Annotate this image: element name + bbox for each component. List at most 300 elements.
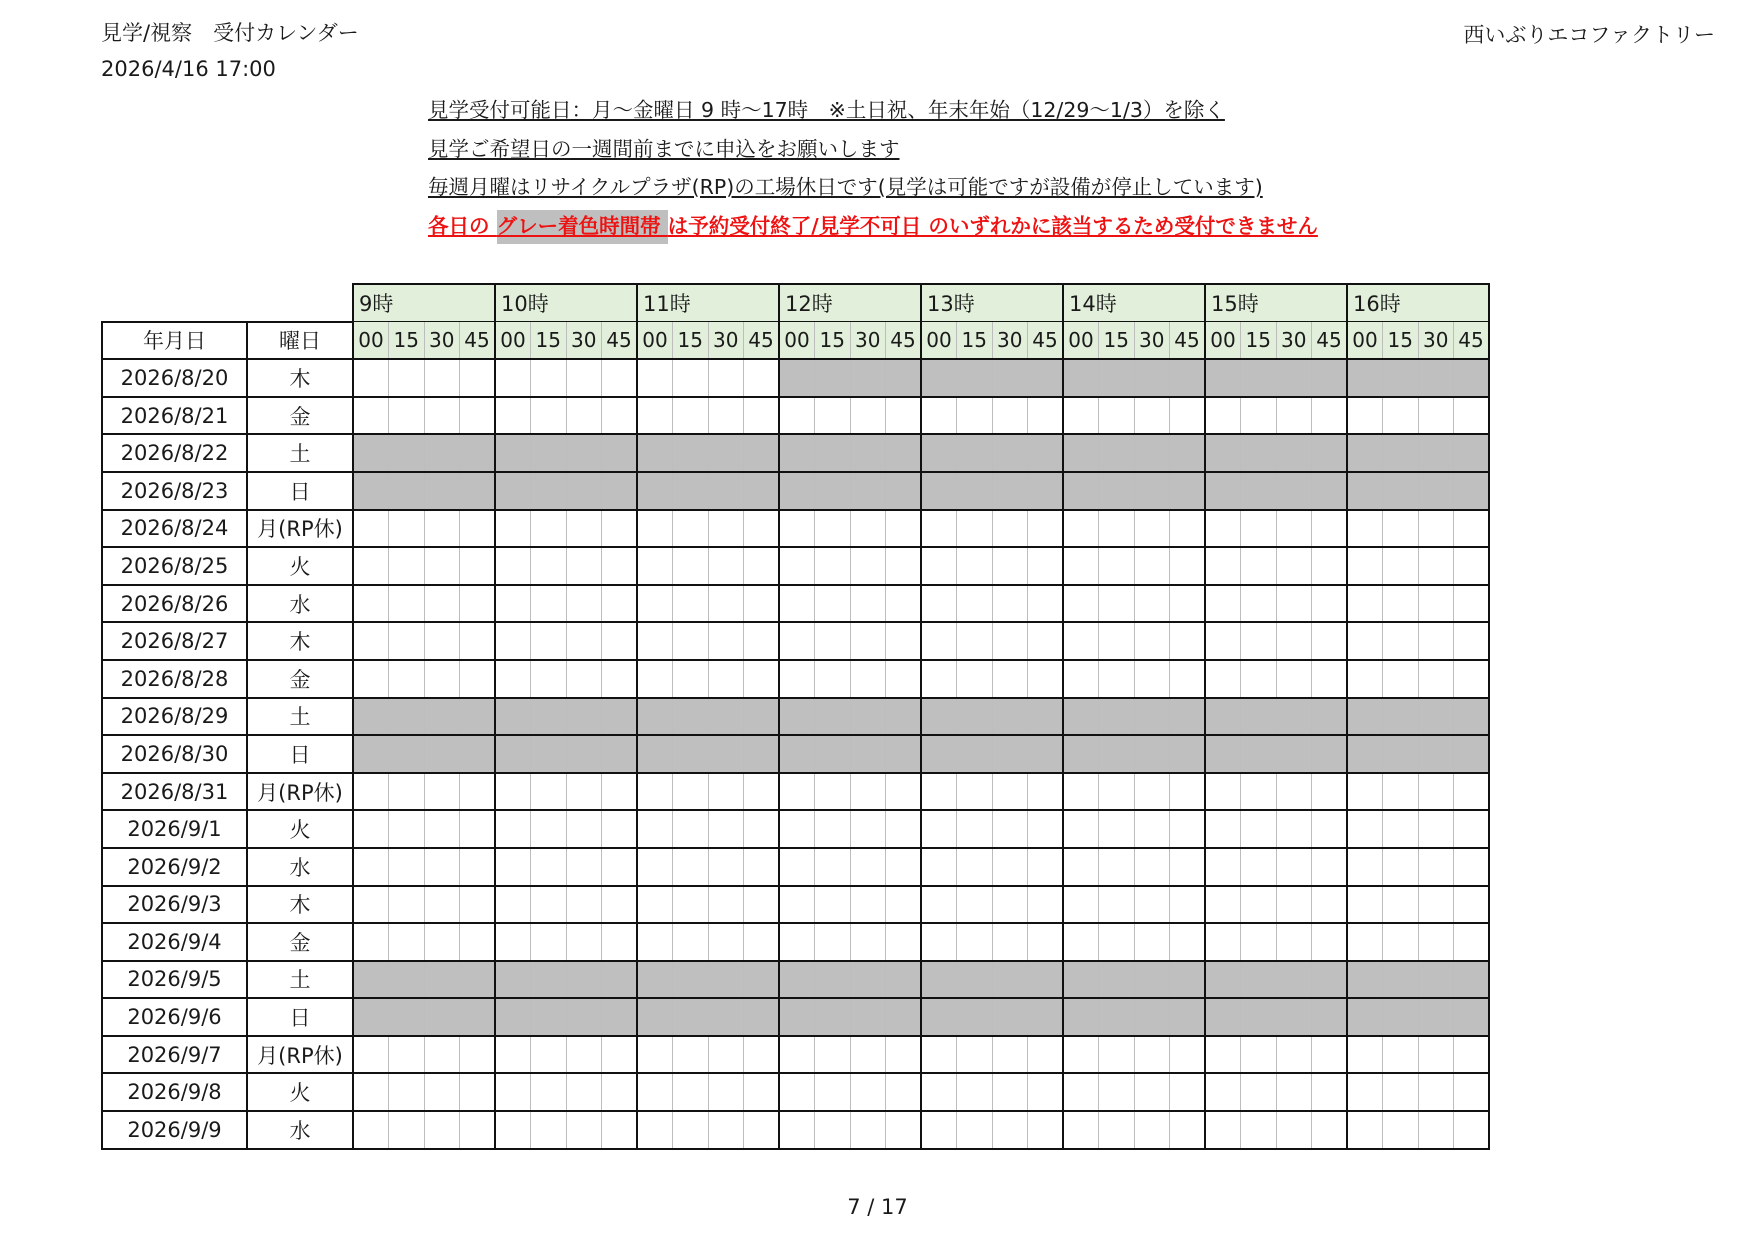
time-slot-available[interactable]: [1170, 886, 1206, 924]
time-slot-available[interactable]: [744, 1073, 780, 1111]
time-slot-available[interactable]: [921, 622, 957, 660]
time-slot-available[interactable]: [566, 848, 602, 886]
time-slot-available[interactable]: [1134, 848, 1170, 886]
time-slot-available[interactable]: [531, 397, 567, 435]
time-slot-available[interactable]: [673, 1073, 709, 1111]
time-slot-available[interactable]: [1028, 547, 1064, 585]
time-slot-available[interactable]: [1028, 1073, 1064, 1111]
time-slot-available[interactable]: [779, 773, 815, 811]
time-slot-available[interactable]: [744, 886, 780, 924]
time-slot-available[interactable]: [744, 810, 780, 848]
time-slot-available[interactable]: [1063, 848, 1099, 886]
time-slot-available[interactable]: [637, 510, 673, 548]
time-slot-available[interactable]: [566, 886, 602, 924]
time-slot-available[interactable]: [531, 510, 567, 548]
time-slot-available[interactable]: [460, 810, 496, 848]
time-slot-available[interactable]: [815, 547, 851, 585]
time-slot-available[interactable]: [1170, 622, 1206, 660]
time-slot-available[interactable]: [1134, 886, 1170, 924]
time-slot-available[interactable]: [1099, 397, 1135, 435]
time-slot-available[interactable]: [1418, 660, 1454, 698]
time-slot-available[interactable]: [424, 547, 460, 585]
time-slot-available[interactable]: [992, 1036, 1028, 1074]
time-slot-available[interactable]: [1312, 1073, 1348, 1111]
time-slot-available[interactable]: [602, 622, 638, 660]
time-slot-available[interactable]: [1099, 886, 1135, 924]
time-slot-available[interactable]: [850, 810, 886, 848]
time-slot-available[interactable]: [1383, 1111, 1419, 1149]
time-slot-available[interactable]: [815, 923, 851, 961]
time-slot-available[interactable]: [1276, 848, 1312, 886]
time-slot-available[interactable]: [1312, 622, 1348, 660]
time-slot-available[interactable]: [744, 848, 780, 886]
time-slot-available[interactable]: [1205, 923, 1241, 961]
time-slot-available[interactable]: [1312, 397, 1348, 435]
time-slot-available[interactable]: [389, 773, 425, 811]
time-slot-available[interactable]: [1170, 1111, 1206, 1149]
time-slot-available[interactable]: [1454, 923, 1490, 961]
time-slot-available[interactable]: [424, 585, 460, 623]
time-slot-available[interactable]: [957, 397, 993, 435]
time-slot-available[interactable]: [460, 585, 496, 623]
time-slot-available[interactable]: [850, 848, 886, 886]
time-slot-available[interactable]: [353, 1073, 389, 1111]
time-slot-available[interactable]: [1134, 923, 1170, 961]
time-slot-available[interactable]: [1276, 886, 1312, 924]
time-slot-available[interactable]: [1418, 510, 1454, 548]
time-slot-available[interactable]: [1347, 773, 1383, 811]
time-slot-available[interactable]: [744, 510, 780, 548]
time-slot-available[interactable]: [1134, 773, 1170, 811]
time-slot-available[interactable]: [1347, 660, 1383, 698]
time-slot-available[interactable]: [1418, 397, 1454, 435]
time-slot-available[interactable]: [921, 1111, 957, 1149]
time-slot-available[interactable]: [779, 397, 815, 435]
time-slot-available[interactable]: [637, 622, 673, 660]
time-slot-available[interactable]: [850, 622, 886, 660]
time-slot-available[interactable]: [673, 773, 709, 811]
time-slot-available[interactable]: [850, 585, 886, 623]
time-slot-available[interactable]: [886, 810, 922, 848]
time-slot-available[interactable]: [1028, 622, 1064, 660]
time-slot-available[interactable]: [1347, 886, 1383, 924]
time-slot-available[interactable]: [1276, 622, 1312, 660]
time-slot-available[interactable]: [815, 660, 851, 698]
time-slot-available[interactable]: [1276, 397, 1312, 435]
time-slot-available[interactable]: [602, 1036, 638, 1074]
time-slot-available[interactable]: [921, 923, 957, 961]
time-slot-available[interactable]: [1383, 923, 1419, 961]
time-slot-available[interactable]: [1205, 660, 1241, 698]
time-slot-available[interactable]: [424, 359, 460, 397]
time-slot-available[interactable]: [353, 1111, 389, 1149]
time-slot-available[interactable]: [992, 397, 1028, 435]
time-slot-available[interactable]: [1454, 660, 1490, 698]
time-slot-available[interactable]: [815, 810, 851, 848]
time-slot-available[interactable]: [1241, 848, 1277, 886]
time-slot-available[interactable]: [1170, 510, 1206, 548]
time-slot-available[interactable]: [1028, 1036, 1064, 1074]
time-slot-available[interactable]: [531, 585, 567, 623]
time-slot-available[interactable]: [566, 622, 602, 660]
time-slot-available[interactable]: [886, 1036, 922, 1074]
time-slot-available[interactable]: [1347, 510, 1383, 548]
time-slot-available[interactable]: [744, 622, 780, 660]
time-slot-available[interactable]: [637, 660, 673, 698]
time-slot-available[interactable]: [389, 660, 425, 698]
time-slot-available[interactable]: [708, 547, 744, 585]
time-slot-available[interactable]: [1241, 1111, 1277, 1149]
time-slot-available[interactable]: [850, 923, 886, 961]
time-slot-available[interactable]: [1063, 773, 1099, 811]
time-slot-available[interactable]: [1347, 622, 1383, 660]
time-slot-available[interactable]: [637, 810, 673, 848]
time-slot-available[interactable]: [1454, 585, 1490, 623]
time-slot-available[interactable]: [1028, 923, 1064, 961]
time-slot-available[interactable]: [1241, 1036, 1277, 1074]
time-slot-available[interactable]: [637, 1036, 673, 1074]
time-slot-available[interactable]: [992, 510, 1028, 548]
time-slot-available[interactable]: [850, 1111, 886, 1149]
time-slot-available[interactable]: [602, 510, 638, 548]
time-slot-available[interactable]: [1418, 622, 1454, 660]
time-slot-available[interactable]: [1383, 547, 1419, 585]
time-slot-available[interactable]: [779, 660, 815, 698]
time-slot-available[interactable]: [566, 773, 602, 811]
time-slot-available[interactable]: [495, 1111, 531, 1149]
time-slot-available[interactable]: [531, 1073, 567, 1111]
time-slot-available[interactable]: [424, 1073, 460, 1111]
time-slot-available[interactable]: [779, 848, 815, 886]
time-slot-available[interactable]: [495, 397, 531, 435]
time-slot-available[interactable]: [1241, 510, 1277, 548]
time-slot-available[interactable]: [708, 810, 744, 848]
time-slot-available[interactable]: [460, 923, 496, 961]
time-slot-available[interactable]: [779, 886, 815, 924]
time-slot-available[interactable]: [1099, 660, 1135, 698]
time-slot-available[interactable]: [744, 660, 780, 698]
time-slot-available[interactable]: [992, 660, 1028, 698]
time-slot-available[interactable]: [495, 660, 531, 698]
time-slot-available[interactable]: [886, 848, 922, 886]
time-slot-available[interactable]: [1454, 397, 1490, 435]
time-slot-available[interactable]: [353, 848, 389, 886]
time-slot-available[interactable]: [1205, 886, 1241, 924]
time-slot-available[interactable]: [1099, 1073, 1135, 1111]
time-slot-available[interactable]: [602, 547, 638, 585]
time-slot-available[interactable]: [1241, 660, 1277, 698]
time-slot-available[interactable]: [744, 773, 780, 811]
time-slot-available[interactable]: [1063, 1111, 1099, 1149]
time-slot-available[interactable]: [566, 810, 602, 848]
time-slot-available[interactable]: [850, 660, 886, 698]
time-slot-available[interactable]: [602, 585, 638, 623]
time-slot-available[interactable]: [992, 773, 1028, 811]
time-slot-available[interactable]: [1454, 510, 1490, 548]
time-slot-available[interactable]: [389, 1073, 425, 1111]
time-slot-available[interactable]: [1383, 397, 1419, 435]
time-slot-available[interactable]: [602, 848, 638, 886]
time-slot-available[interactable]: [1454, 886, 1490, 924]
time-slot-available[interactable]: [353, 886, 389, 924]
time-slot-available[interactable]: [886, 1111, 922, 1149]
time-slot-available[interactable]: [1418, 585, 1454, 623]
time-slot-available[interactable]: [1170, 1073, 1206, 1111]
time-slot-available[interactable]: [1276, 1073, 1312, 1111]
time-slot-available[interactable]: [673, 886, 709, 924]
time-slot-available[interactable]: [637, 923, 673, 961]
time-slot-available[interactable]: [353, 510, 389, 548]
time-slot-available[interactable]: [708, 1073, 744, 1111]
time-slot-available[interactable]: [353, 547, 389, 585]
time-slot-available[interactable]: [637, 848, 673, 886]
time-slot-available[interactable]: [495, 773, 531, 811]
time-slot-available[interactable]: [637, 397, 673, 435]
time-slot-available[interactable]: [1099, 773, 1135, 811]
time-slot-available[interactable]: [1063, 1036, 1099, 1074]
time-slot-available[interactable]: [850, 886, 886, 924]
time-slot-available[interactable]: [921, 773, 957, 811]
time-slot-available[interactable]: [1063, 622, 1099, 660]
time-slot-available[interactable]: [1028, 510, 1064, 548]
time-slot-available[interactable]: [1028, 886, 1064, 924]
time-slot-available[interactable]: [1454, 848, 1490, 886]
time-slot-available[interactable]: [1312, 1036, 1348, 1074]
time-slot-available[interactable]: [921, 660, 957, 698]
time-slot-available[interactable]: [389, 848, 425, 886]
time-slot-available[interactable]: [957, 1073, 993, 1111]
time-slot-available[interactable]: [1205, 1111, 1241, 1149]
time-slot-available[interactable]: [708, 359, 744, 397]
time-slot-available[interactable]: [460, 1073, 496, 1111]
time-slot-available[interactable]: [1063, 510, 1099, 548]
time-slot-available[interactable]: [708, 585, 744, 623]
time-slot-available[interactable]: [531, 1111, 567, 1149]
time-slot-available[interactable]: [992, 547, 1028, 585]
time-slot-available[interactable]: [495, 923, 531, 961]
time-slot-available[interactable]: [1099, 1036, 1135, 1074]
time-slot-available[interactable]: [1170, 773, 1206, 811]
time-slot-available[interactable]: [992, 1111, 1028, 1149]
time-slot-available[interactable]: [389, 359, 425, 397]
time-slot-available[interactable]: [673, 810, 709, 848]
time-slot-available[interactable]: [1383, 848, 1419, 886]
time-slot-available[interactable]: [460, 886, 496, 924]
time-slot-available[interactable]: [673, 1036, 709, 1074]
time-slot-available[interactable]: [1418, 886, 1454, 924]
time-slot-available[interactable]: [1028, 585, 1064, 623]
time-slot-available[interactable]: [673, 660, 709, 698]
time-slot-available[interactable]: [424, 848, 460, 886]
time-slot-available[interactable]: [1099, 585, 1135, 623]
time-slot-available[interactable]: [815, 510, 851, 548]
time-slot-available[interactable]: [495, 547, 531, 585]
time-slot-available[interactable]: [1418, 810, 1454, 848]
time-slot-available[interactable]: [779, 810, 815, 848]
time-slot-available[interactable]: [815, 585, 851, 623]
time-slot-available[interactable]: [389, 510, 425, 548]
time-slot-available[interactable]: [921, 547, 957, 585]
time-slot-available[interactable]: [957, 622, 993, 660]
time-slot-available[interactable]: [1205, 810, 1241, 848]
time-slot-available[interactable]: [815, 397, 851, 435]
time-slot-available[interactable]: [779, 1073, 815, 1111]
time-slot-available[interactable]: [1347, 810, 1383, 848]
time-slot-available[interactable]: [1063, 585, 1099, 623]
time-slot-available[interactable]: [708, 773, 744, 811]
time-slot-available[interactable]: [1205, 397, 1241, 435]
time-slot-available[interactable]: [1347, 1036, 1383, 1074]
time-slot-available[interactable]: [1312, 547, 1348, 585]
time-slot-available[interactable]: [1134, 622, 1170, 660]
time-slot-available[interactable]: [1063, 660, 1099, 698]
time-slot-available[interactable]: [1170, 585, 1206, 623]
time-slot-available[interactable]: [531, 810, 567, 848]
time-slot-available[interactable]: [1134, 585, 1170, 623]
time-slot-available[interactable]: [1241, 923, 1277, 961]
time-slot-available[interactable]: [1276, 1036, 1312, 1074]
time-slot-available[interactable]: [992, 585, 1028, 623]
time-slot-available[interactable]: [673, 510, 709, 548]
time-slot-available[interactable]: [495, 1073, 531, 1111]
time-slot-available[interactable]: [1205, 848, 1241, 886]
time-slot-available[interactable]: [708, 622, 744, 660]
time-slot-available[interactable]: [1347, 547, 1383, 585]
time-slot-available[interactable]: [1063, 810, 1099, 848]
time-slot-available[interactable]: [744, 1111, 780, 1149]
time-slot-available[interactable]: [1099, 1111, 1135, 1149]
time-slot-available[interactable]: [1383, 810, 1419, 848]
time-slot-available[interactable]: [744, 397, 780, 435]
time-slot-available[interactable]: [921, 510, 957, 548]
time-slot-available[interactable]: [495, 359, 531, 397]
time-slot-available[interactable]: [850, 510, 886, 548]
time-slot-available[interactable]: [531, 848, 567, 886]
time-slot-available[interactable]: [389, 397, 425, 435]
time-slot-available[interactable]: [921, 886, 957, 924]
time-slot-available[interactable]: [815, 1036, 851, 1074]
time-slot-available[interactable]: [1205, 547, 1241, 585]
time-slot-available[interactable]: [779, 510, 815, 548]
time-slot-available[interactable]: [1454, 1073, 1490, 1111]
time-slot-available[interactable]: [1312, 585, 1348, 623]
time-slot-available[interactable]: [460, 397, 496, 435]
time-slot-available[interactable]: [957, 585, 993, 623]
time-slot-available[interactable]: [602, 923, 638, 961]
time-slot-available[interactable]: [1312, 886, 1348, 924]
time-slot-available[interactable]: [637, 1111, 673, 1149]
time-slot-available[interactable]: [353, 397, 389, 435]
time-slot-available[interactable]: [1205, 773, 1241, 811]
time-slot-available[interactable]: [992, 810, 1028, 848]
time-slot-available[interactable]: [957, 810, 993, 848]
time-slot-available[interactable]: [1170, 547, 1206, 585]
time-slot-available[interactable]: [957, 1036, 993, 1074]
time-slot-available[interactable]: [389, 622, 425, 660]
time-slot-available[interactable]: [531, 622, 567, 660]
time-slot-available[interactable]: [1241, 810, 1277, 848]
time-slot-available[interactable]: [495, 810, 531, 848]
time-slot-available[interactable]: [886, 1073, 922, 1111]
time-slot-available[interactable]: [353, 359, 389, 397]
time-slot-available[interactable]: [992, 923, 1028, 961]
time-slot-available[interactable]: [460, 622, 496, 660]
time-slot-available[interactable]: [1063, 886, 1099, 924]
time-slot-available[interactable]: [1276, 547, 1312, 585]
time-slot-available[interactable]: [389, 810, 425, 848]
time-slot-available[interactable]: [460, 547, 496, 585]
time-slot-available[interactable]: [1383, 585, 1419, 623]
time-slot-available[interactable]: [673, 622, 709, 660]
time-slot-available[interactable]: [460, 1036, 496, 1074]
time-slot-available[interactable]: [992, 848, 1028, 886]
time-slot-available[interactable]: [850, 397, 886, 435]
time-slot-available[interactable]: [531, 359, 567, 397]
time-slot-available[interactable]: [815, 1111, 851, 1149]
time-slot-available[interactable]: [850, 1036, 886, 1074]
time-slot-available[interactable]: [460, 359, 496, 397]
time-slot-available[interactable]: [637, 1073, 673, 1111]
time-slot-available[interactable]: [566, 923, 602, 961]
time-slot-available[interactable]: [1347, 397, 1383, 435]
time-slot-available[interactable]: [992, 622, 1028, 660]
time-slot-available[interactable]: [708, 886, 744, 924]
time-slot-available[interactable]: [744, 547, 780, 585]
time-slot-available[interactable]: [1028, 1111, 1064, 1149]
time-slot-available[interactable]: [602, 660, 638, 698]
time-slot-available[interactable]: [1312, 1111, 1348, 1149]
time-slot-available[interactable]: [1028, 848, 1064, 886]
time-slot-available[interactable]: [495, 886, 531, 924]
time-slot-available[interactable]: [424, 622, 460, 660]
time-slot-available[interactable]: [957, 547, 993, 585]
time-slot-available[interactable]: [921, 810, 957, 848]
time-slot-available[interactable]: [921, 848, 957, 886]
time-slot-available[interactable]: [850, 1073, 886, 1111]
time-slot-available[interactable]: [1276, 585, 1312, 623]
time-slot-available[interactable]: [1241, 397, 1277, 435]
time-slot-available[interactable]: [921, 1073, 957, 1111]
time-slot-available[interactable]: [389, 886, 425, 924]
time-slot-available[interactable]: [886, 547, 922, 585]
time-slot-available[interactable]: [566, 1073, 602, 1111]
time-slot-available[interactable]: [673, 1111, 709, 1149]
time-slot-available[interactable]: [424, 923, 460, 961]
time-slot-available[interactable]: [1383, 510, 1419, 548]
time-slot-available[interactable]: [1205, 622, 1241, 660]
time-slot-available[interactable]: [1063, 1073, 1099, 1111]
time-slot-available[interactable]: [1134, 1111, 1170, 1149]
time-slot-available[interactable]: [1170, 848, 1206, 886]
time-slot-available[interactable]: [1028, 397, 1064, 435]
time-slot-available[interactable]: [1063, 923, 1099, 961]
time-slot-available[interactable]: [779, 622, 815, 660]
time-slot-available[interactable]: [389, 1111, 425, 1149]
time-slot-available[interactable]: [886, 397, 922, 435]
time-slot-available[interactable]: [1454, 1036, 1490, 1074]
time-slot-available[interactable]: [1454, 1111, 1490, 1149]
time-slot-available[interactable]: [353, 660, 389, 698]
time-slot-available[interactable]: [815, 1073, 851, 1111]
time-slot-available[interactable]: [744, 359, 780, 397]
time-slot-available[interactable]: [1241, 773, 1277, 811]
time-slot-available[interactable]: [1170, 397, 1206, 435]
time-slot-available[interactable]: [495, 622, 531, 660]
time-slot-available[interactable]: [1205, 585, 1241, 623]
time-slot-available[interactable]: [566, 660, 602, 698]
time-slot-available[interactable]: [1454, 810, 1490, 848]
time-slot-available[interactable]: [353, 585, 389, 623]
